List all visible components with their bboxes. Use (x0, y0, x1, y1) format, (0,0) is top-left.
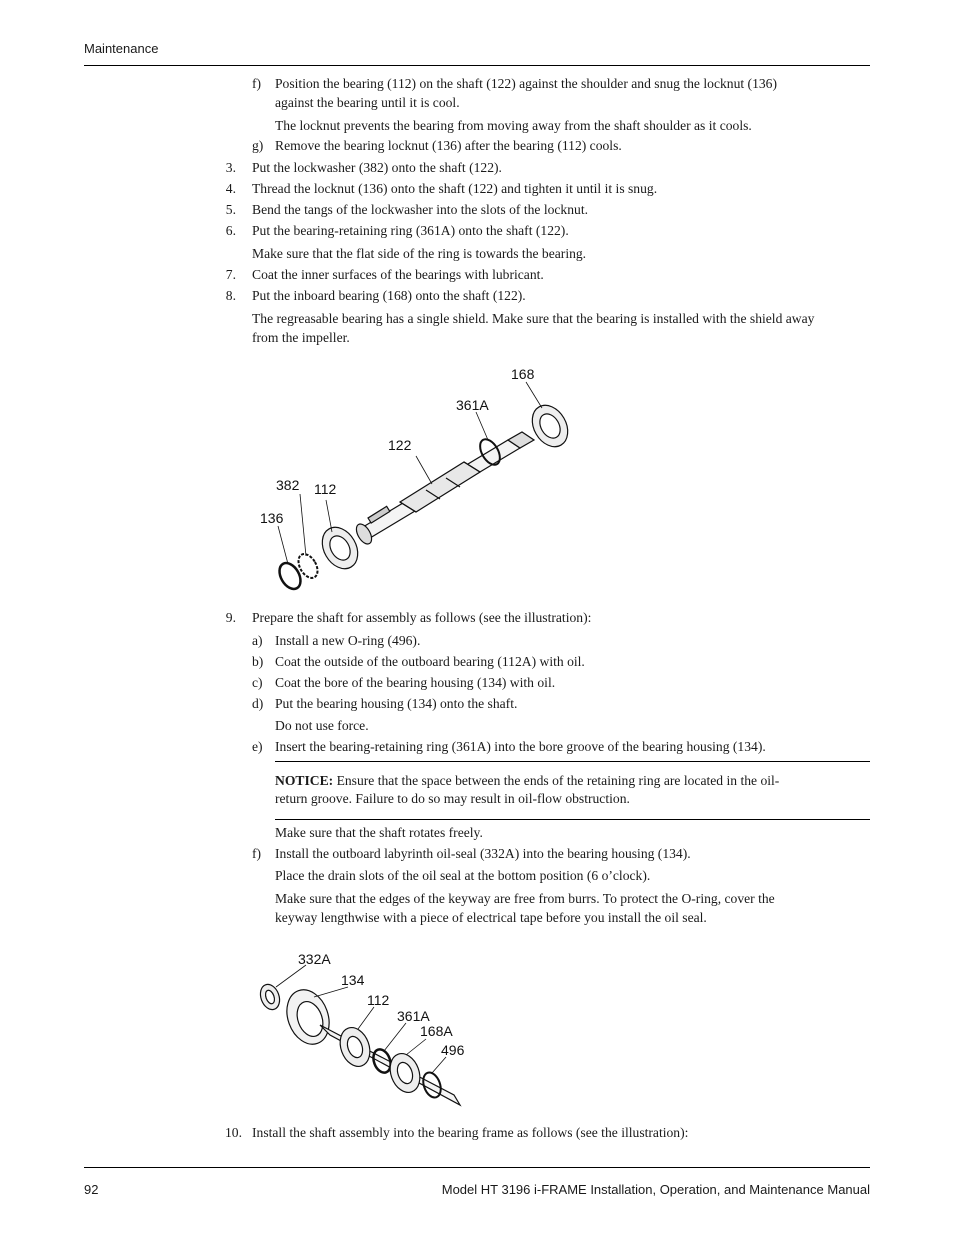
step-number: 10. (225, 1125, 242, 1140)
step-note: Place the drain slots of the oil seal at the bottom position (6 o’clock). (275, 868, 651, 883)
notice-body-line2: return groove. Failure to do so may result in oil-flow obstruction. (275, 791, 630, 806)
step-note: The regreasable bearing has a single shield. Make sure that the bearing is installed with the shield away (252, 311, 815, 326)
step-text: Position the bearing (112) on the shaft (122) against the shoulder and snug the locknut (136) (275, 76, 777, 91)
housing-exploded-illustration (250, 945, 480, 1115)
step-note: Do not use force. (275, 718, 369, 733)
step-text: Prepare the shaft for assembly as follows (see the illustration): (252, 610, 592, 625)
step-number: 8. (225, 288, 236, 303)
step-note: from the impeller. (252, 330, 350, 345)
step-text: Bend the tangs of the lockwasher into the slots of the locknut. (252, 202, 589, 217)
step-text: Insert the bearing-retaining ring (361A) into the bore groove of the bearing housing (134). (275, 739, 766, 754)
step-marker: b) (252, 654, 264, 669)
running-header: Maintenance (84, 41, 159, 56)
manual-title: Model HT 3196 i-FRAME Installation, Operation, and Maintenance Manual (441, 1182, 870, 1197)
callout-label: 361A (397, 1008, 430, 1024)
step-marker: g) (252, 138, 264, 153)
step-text: Put the bearing-retaining ring (361A) onto the shaft (122). (252, 223, 569, 238)
step-text: Remove the bearing locknut (136) after the bearing (112) cools. (275, 138, 622, 153)
step-marker: d) (252, 696, 264, 711)
step-text: Coat the inner surfaces of the bearings with lubricant. (252, 267, 544, 282)
step-text: Put the lockwasher (382) onto the shaft (122). (252, 160, 502, 175)
callout-label: 496 (441, 1042, 465, 1058)
step-marker: f) (252, 76, 262, 91)
step-number: 5. (225, 202, 236, 217)
step-text: Coat the outside of the outboard bearing (112A) with oil. (275, 654, 585, 669)
callout-label: 168 (511, 366, 535, 382)
step-number: 3. (225, 160, 236, 175)
step-number: 7. (225, 267, 236, 282)
notice-top-rule (275, 761, 870, 762)
page-number: 92 (84, 1182, 99, 1197)
step-text: Put the inboard bearing (168) onto the shaft (122). (252, 288, 526, 303)
step-note: Make sure that the edges of the keyway are free from burrs. To protect the O-ring, cover the (275, 891, 775, 906)
step-text: Install the outboard labyrinth oil-seal (332A) into the bearing housing (134). (275, 846, 691, 861)
step-marker: f) (252, 846, 262, 861)
shaft-exploded-illustration (250, 360, 590, 600)
notice-text (275, 771, 865, 790)
callout-label: 332A (298, 951, 331, 967)
step-note: keyway lengthwise with a piece of electrical tape before you install the oil seal. (275, 910, 707, 925)
step-text: Coat the bore of the bearing housing (134) with oil. (275, 675, 556, 690)
notice-bottom-rule (275, 819, 870, 820)
step-text: against the bearing until it is cool. (275, 95, 460, 110)
notice-body: Ensure that the space between the ends of the retaining ring are located in the oil- (336, 773, 780, 788)
step-marker: a) (252, 633, 263, 648)
callout-label: 136 (260, 510, 284, 526)
step-note: The locknut prevents the bearing from moving away from the shaft shoulder as it cools. (275, 118, 752, 133)
callout-label: 112 (314, 481, 337, 497)
callout-label: 168A (420, 1023, 453, 1039)
callout-label: 112 (367, 992, 390, 1008)
step-number: 6. (225, 223, 236, 238)
step-marker: c) (252, 675, 263, 690)
step-text: Install the shaft assembly into the bearing frame as follows (see the illustration): (252, 1125, 689, 1140)
footer-rule (84, 1167, 870, 1168)
header-rule (84, 65, 870, 66)
step-text: Thread the locknut (136) onto the shaft (122) and tighten it until it is snug. (252, 181, 658, 196)
step-text: Put the bearing housing (134) onto the shaft. (275, 696, 518, 711)
callout-label: 134 (341, 972, 365, 988)
callout-label: 122 (388, 437, 412, 453)
step-note: Make sure that the shaft rotates freely. (275, 825, 483, 840)
notice-label: NOTICE: (275, 773, 334, 788)
step-number: 9. (225, 610, 236, 625)
callout-label: 361A (456, 397, 489, 413)
step-number: 4. (225, 181, 236, 196)
step-note: Make sure that the flat side of the ring is towards the bearing. (252, 246, 587, 261)
callout-label: 382 (276, 477, 300, 493)
step-text: Install a new O-ring (496). (275, 633, 421, 648)
step-marker: e) (252, 739, 263, 754)
